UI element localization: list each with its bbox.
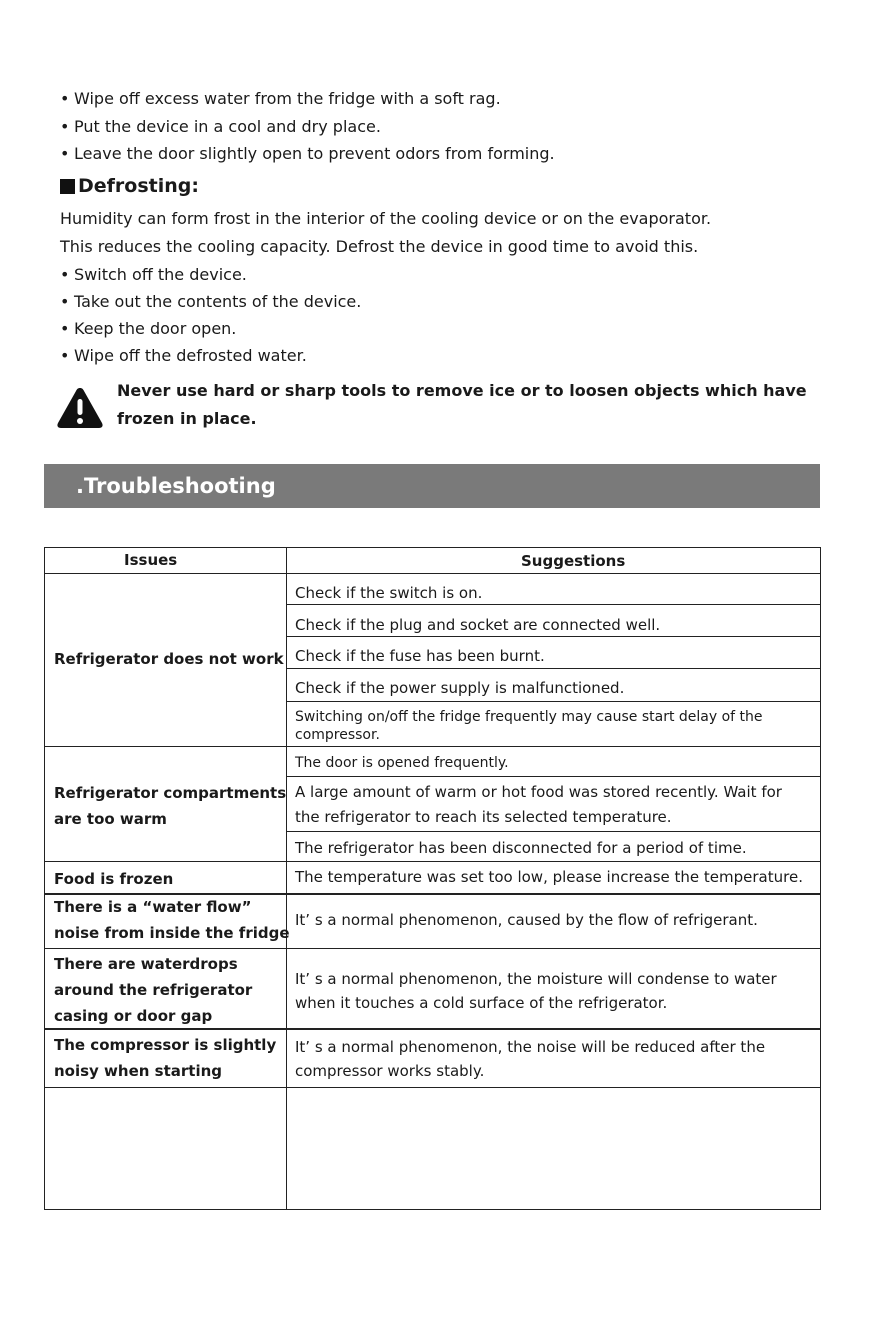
suggestion-cell: It’ s a normal phenomenon, the noise will be reduced after the <box>295 1038 766 1056</box>
warning-icon <box>56 386 104 430</box>
list-item: • Switch off the device. <box>60 265 247 284</box>
issue-cell: casing or door gap <box>54 1007 213 1025</box>
suggestion-cell: A large amount of warm or hot food was stored recently. Wait for <box>295 783 782 801</box>
issue-cell: Food is frozen <box>54 870 174 888</box>
suggestion-cell: It’ s a normal phenomenon, caused by the flow of refrigerant. <box>295 911 758 929</box>
suggestion-cell: Check if the power supply is malfunctioned. <box>295 679 625 697</box>
list-item: • Take out the contents of the device. <box>60 292 362 311</box>
list-item: • Wipe off the defrosted water. <box>60 346 307 365</box>
column-header-issues: Issues <box>124 551 178 569</box>
defrost-paragraph-line: Humidity can form frost in the interior of the cooling device or on the evaporator. <box>60 209 712 228</box>
square-bullet-icon <box>60 179 75 194</box>
warning-text-line: Never use hard or sharp tools to remove ice or to loosen objects which have <box>117 381 807 400</box>
suggestion-cell: Check if the fuse has been burnt. <box>295 647 545 665</box>
suggestion-cell: Check if the plug and socket are connected well. <box>295 616 661 634</box>
issue-cell: around the refrigerator <box>54 981 253 999</box>
defrost-paragraph-line: This reduces the cooling capacity. Defrost the device in good time to avoid this. <box>60 237 699 256</box>
issue-cell: noisy when starting <box>54 1062 223 1080</box>
suggestion-cell: Check if the switch is on. <box>295 584 483 602</box>
list-item: • Leave the door slightly open to prevent odors from forming. <box>60 144 555 163</box>
suggestion-cell: the refrigerator to reach its selected temperature. <box>295 808 672 826</box>
suggestion-cell: The door is opened frequently. <box>295 755 509 771</box>
issue-cell: Refrigerator does not work <box>54 650 284 668</box>
suggestion-cell: The refrigerator has been disconnected for a period of time. <box>295 839 747 857</box>
defrosting-heading: Defrosting: <box>60 174 199 198</box>
issue-cell: noise from inside the fridge <box>54 924 290 942</box>
list-item: • Wipe off excess water from the fridge with a soft rag. <box>60 89 501 108</box>
suggestion-cell: compressor works stably. <box>295 1062 485 1080</box>
list-item: • Put the device in a cool and dry place. <box>60 117 381 136</box>
issue-cell: are too warm <box>54 810 167 828</box>
suggestion-cell: Switching on/off the fridge frequently may cause start delay of the <box>295 709 763 725</box>
warning-text-line: frozen in place. <box>117 409 257 428</box>
suggestion-cell: when it touches a cold surface of the refrigerator. <box>295 994 668 1012</box>
section-title: .Troubleshooting <box>76 474 276 498</box>
suggestion-cell: It’ s a normal phenomenon, the moisture will condense to water <box>295 970 777 988</box>
column-header-suggestions: Suggestions <box>521 552 626 570</box>
issue-cell: Refrigerator compartments <box>54 784 287 802</box>
issue-cell: The compressor is slightly <box>54 1036 277 1054</box>
issue-cell: There is a “water flow” <box>54 898 252 916</box>
issue-cell: There are waterdrops <box>54 955 238 973</box>
section-banner <box>44 464 820 508</box>
list-item: • Keep the door open. <box>60 319 237 338</box>
suggestion-cell: The temperature was set too low, please increase the temperature. <box>295 868 803 886</box>
troubleshooting-table <box>44 547 821 1210</box>
suggestion-cell: compressor. <box>295 727 380 743</box>
